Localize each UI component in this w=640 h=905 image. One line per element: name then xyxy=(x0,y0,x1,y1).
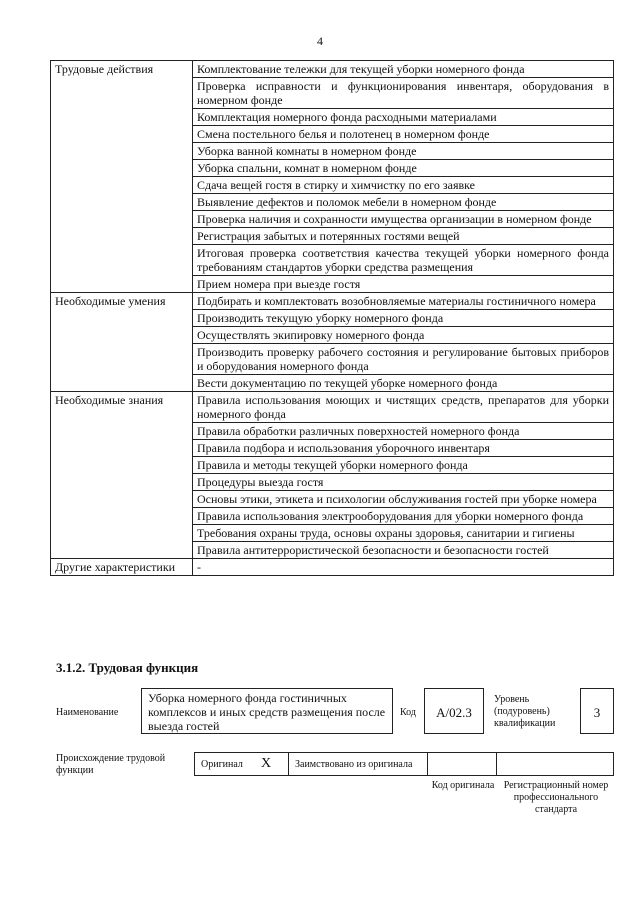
group-item: Осуществлять экипировку номерного фонда xyxy=(193,327,614,344)
group-item: Уборка ванной комнаты в номерном фонде xyxy=(193,143,614,160)
group-item: Правила использования электрооборудования для уборки номерного фонда xyxy=(193,508,614,525)
group-item: Проверка наличия и сохранности имущества организации в номерном фонде xyxy=(193,211,614,228)
origin-label: Происхождение трудовой функции xyxy=(56,753,166,776)
group-label: Трудовые действия xyxy=(51,61,193,293)
group-item: Прием номера при выезде гостя xyxy=(193,276,614,293)
level-box xyxy=(580,688,614,734)
group-item: Правила антитеррористической безопасности и безопасности гостей xyxy=(193,542,614,559)
group-item: Процедуры выезда гостя xyxy=(193,474,614,491)
orig-code-caption: Код оригинала xyxy=(431,780,495,791)
code-label: Код xyxy=(400,707,416,718)
table-row xyxy=(51,293,614,310)
reg-number-caption: Регистрационный номер профессионального стандарта xyxy=(503,780,609,815)
reg-number-cell xyxy=(496,752,614,776)
competency-table xyxy=(50,60,614,576)
table-row xyxy=(51,392,614,423)
group-item: Комплектация номерного фонда расходными материалами xyxy=(193,109,614,126)
group-item: Вести документацию по текущей уборке номерного фонда xyxy=(193,375,614,392)
group-item: Правила и методы текущей уборки номерного фонда xyxy=(193,457,614,474)
section-title: 3.1.2. Трудовая функция xyxy=(56,660,199,675)
group-item: Правила подбора и использования уборочного инвентаря xyxy=(193,440,614,457)
group-item: Производить проверку рабочего состояния и регулирование бытовых приборов и оборудования номерного фонда xyxy=(193,344,614,375)
group-item: - xyxy=(193,559,614,576)
group-item: Подбирать и комплектовать возобновляемые материалы гостиничного номера xyxy=(193,293,614,310)
page-number: 4 xyxy=(317,34,323,48)
group-item: Выявление дефектов и поломок мебели в номерном фонде xyxy=(193,194,614,211)
group-label: Необходимые знания xyxy=(51,392,193,559)
level-value: 3 xyxy=(593,705,601,720)
group-item: Регистрация забытых и потерянных гостями вещей xyxy=(193,228,614,245)
function-name-box xyxy=(141,688,393,734)
orig-code-cell xyxy=(427,752,497,776)
borrowed-label: Заимствовано из оригинала xyxy=(295,759,413,770)
table-row xyxy=(51,559,614,576)
code-box xyxy=(424,688,484,734)
group-item: Требования охраны труда, основы охраны здоровья, санитарии и гигиены xyxy=(193,525,614,542)
group-item: Основы этики, этикета и психологии обслуживания гостей при уборке номера xyxy=(193,491,614,508)
group-item: Итоговая проверка соответствия качества текущей уборки номерного фонда требованиям стандартов уборки средства размещения xyxy=(193,245,614,276)
code-value: A/02.3 xyxy=(436,705,472,720)
level-label: Уровень (подуровень) квалификации xyxy=(494,694,556,729)
group-item: Проверка исправности и функционирования инвентаря, оборудования в номерном фонде xyxy=(193,78,614,109)
function-name-value: Уборка номерного фонда гостиничных комплексов и иных средств размещения после выезда гостей xyxy=(148,691,386,733)
original-cell xyxy=(194,752,289,776)
group-item: Правила использования моющих и чистящих средств, препаратов для уборки номерного фонда xyxy=(193,392,614,423)
group-item: Производить текущую уборку номерного фонда xyxy=(193,310,614,327)
original-label: Оригинал xyxy=(201,759,243,770)
group-label: Другие характеристики xyxy=(51,559,193,576)
group-item: Смена постельного белья и полотенец в номерном фонде xyxy=(193,126,614,143)
group-label: Необходимые умения xyxy=(51,293,193,392)
borrowed-cell xyxy=(288,752,428,776)
name-label: Наименование xyxy=(56,707,119,718)
group-item: Сдача вещей гостя в стирку и химчистку по его заявке xyxy=(193,177,614,194)
group-item: Уборка спальни, комнат в номерном фонде xyxy=(193,160,614,177)
table-row xyxy=(51,61,614,78)
original-mark: X xyxy=(261,756,272,771)
group-item: Комплектование тележки для текущей уборки номерного фонда xyxy=(193,61,614,78)
group-item: Правила обработки различных поверхностей номерного фонда xyxy=(193,423,614,440)
